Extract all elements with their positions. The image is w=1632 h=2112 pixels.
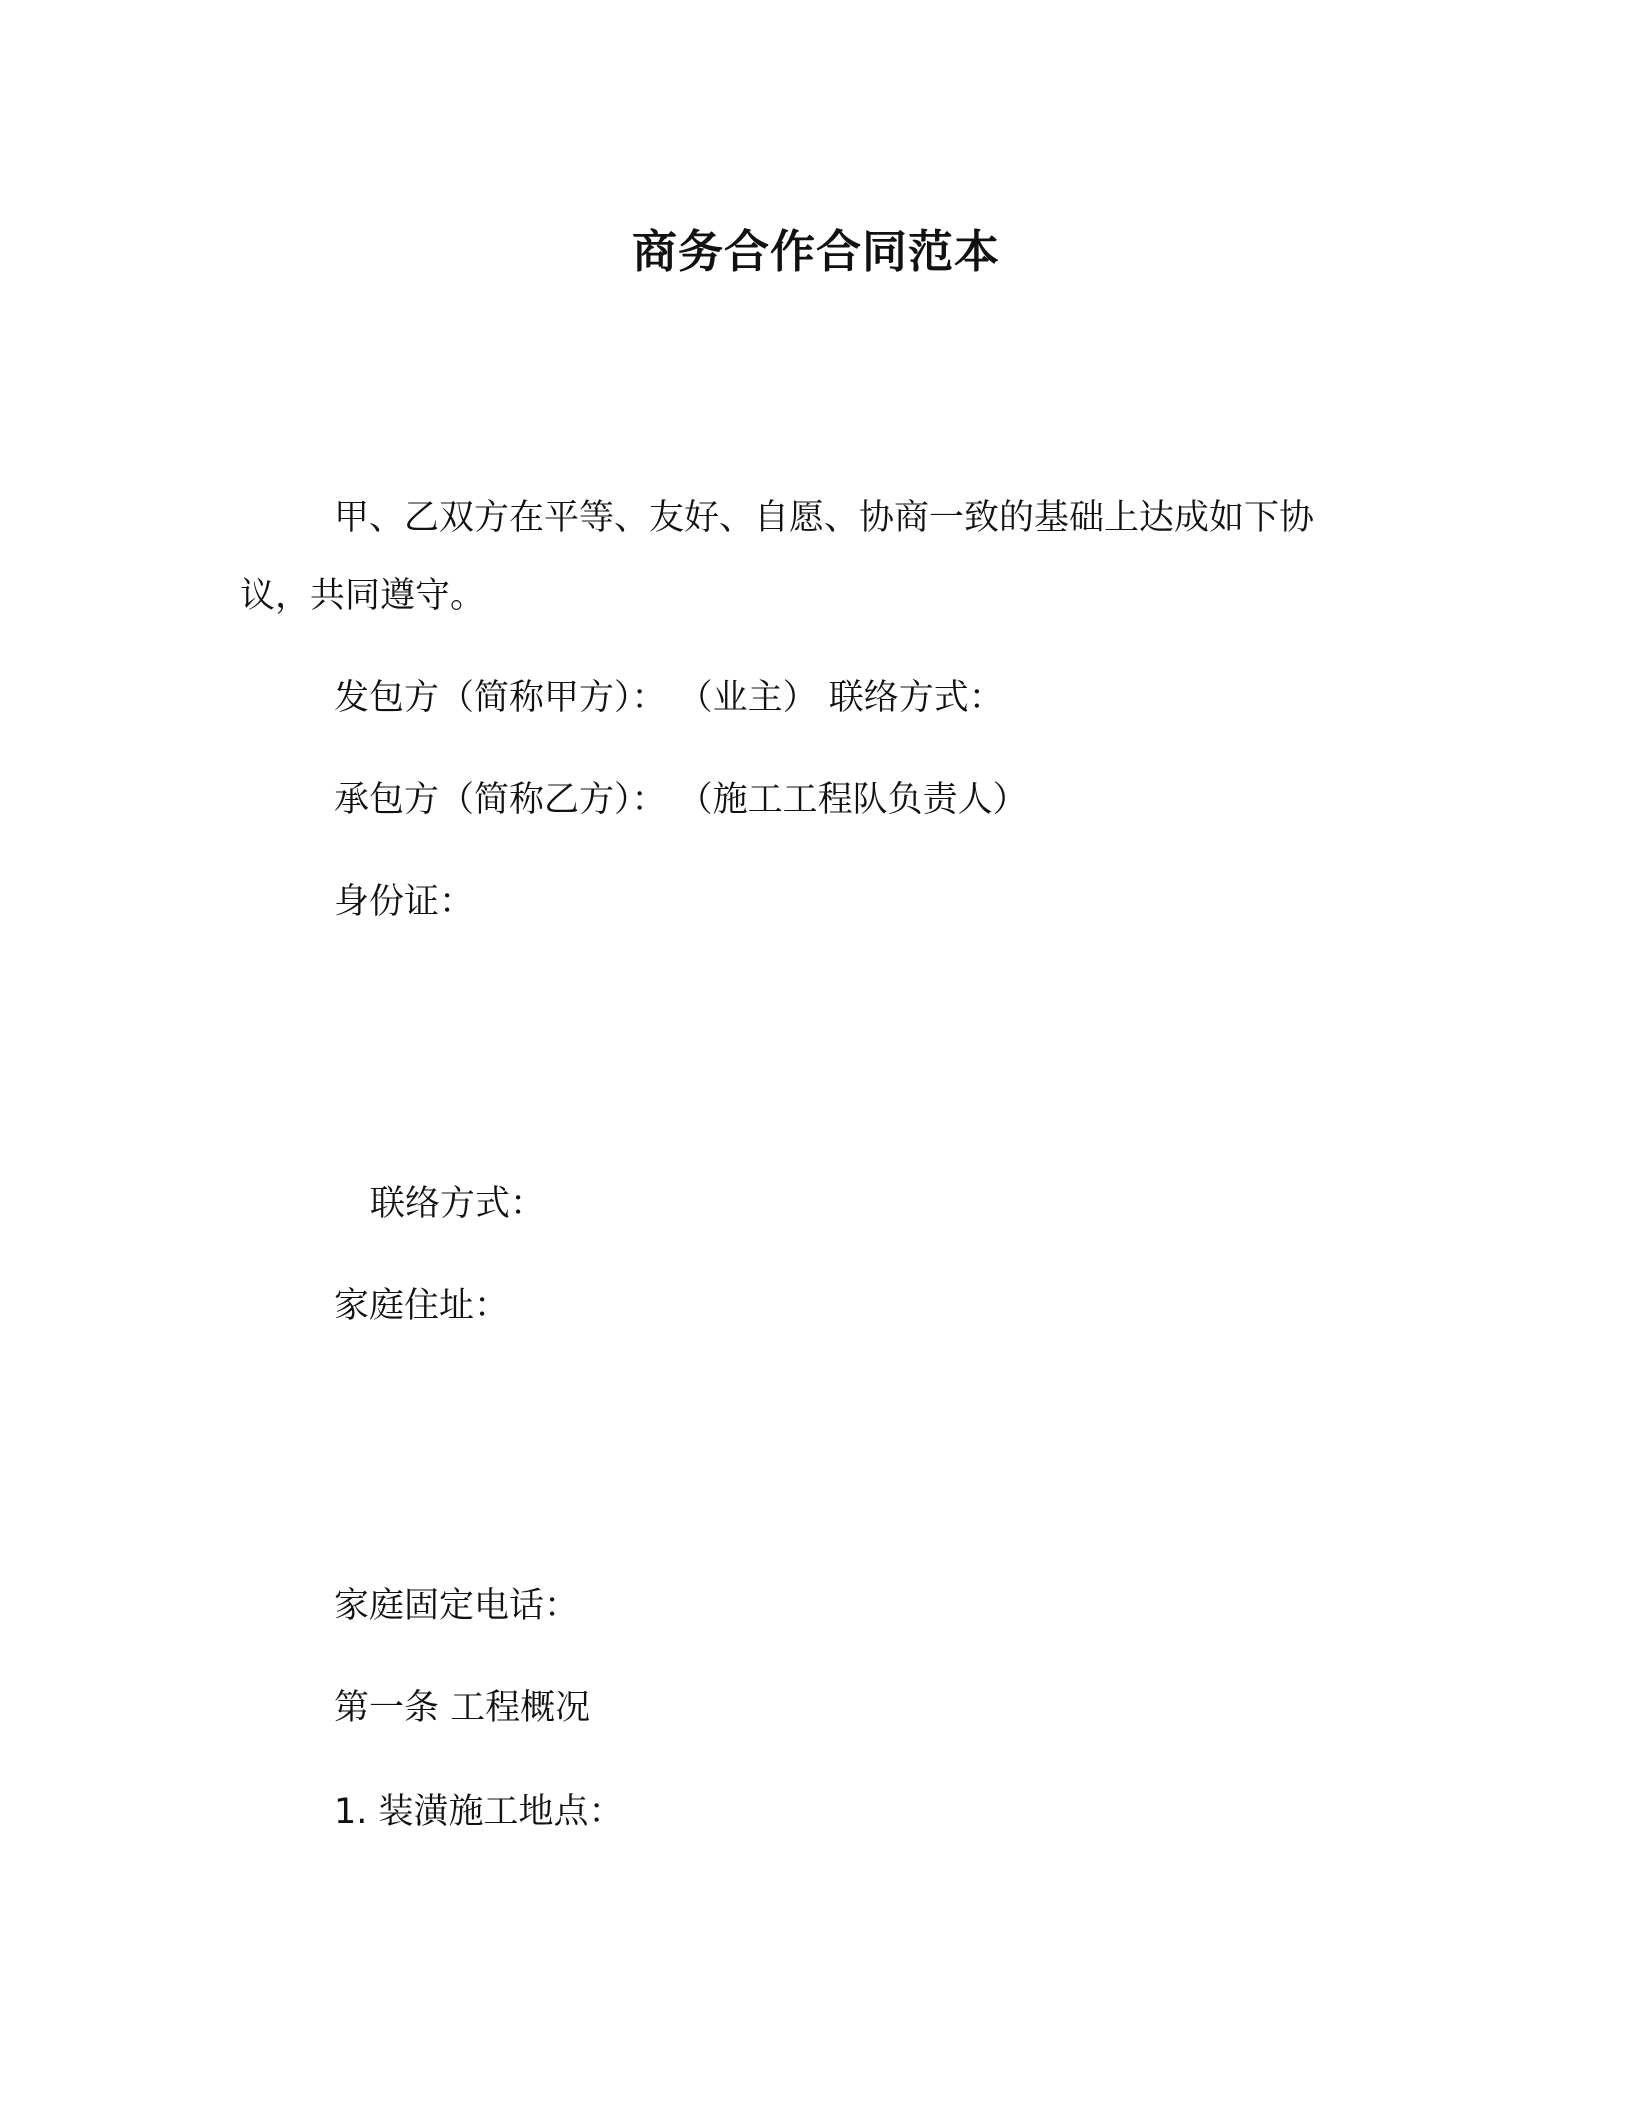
home-phone-line: 家庭固定电话：: [334, 1586, 580, 1626]
intro-line-1: 甲、乙双方在平等、友好、自愿、协商一致的基础上达成如下协: [334, 498, 1315, 538]
id-card-line: 身份证：: [334, 882, 475, 922]
intro-line-2: 议，共同遵守。: [240, 576, 486, 616]
home-address-line: 家庭住址：: [334, 1286, 510, 1326]
item-one-line: 1. 装潢施工地点：: [334, 1792, 624, 1832]
party-b-line: 承包方（简称乙方）： （施工工程队负责人）: [334, 780, 1028, 820]
article-one-heading: 第一条 工程概况: [334, 1688, 591, 1728]
document-title: 商务合作合同范本: [631, 225, 1000, 278]
contact-line: 联络方式：: [370, 1184, 546, 1224]
party-a-line: 发包方（简称甲方）： （业主） 联络方式：: [334, 678, 1004, 718]
